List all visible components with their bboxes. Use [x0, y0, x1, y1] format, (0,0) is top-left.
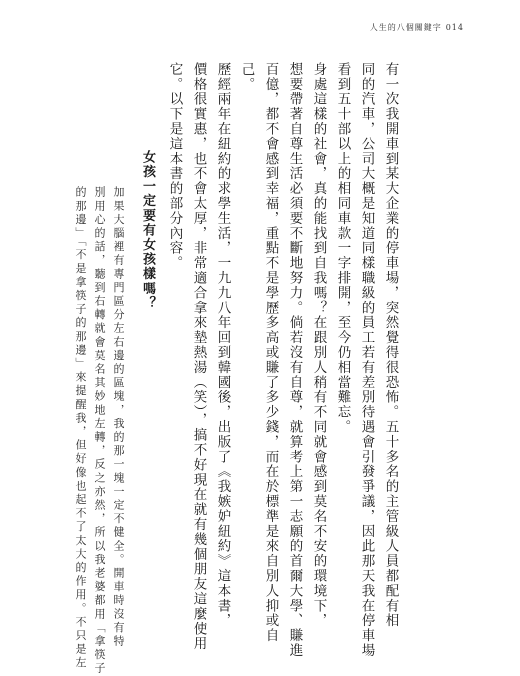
body-column: 百億，都不會感到幸福，重點不是學歷多高或賺了多少錢，而在於標準是來自別人抑或自: [262, 62, 279, 644]
body-column: 看到五十部以上的相同車款一字排開，至今仍相當難忘。: [334, 62, 351, 435]
body-column: 想要帶著自尊生活必須要不斷地努力。倘若沒有自尊，就算考上第一志願的首爾大學、賺進: [286, 62, 303, 658]
body-column: 身處這樣的社會，真的能找到自我嗎？在跟別人稍有不同就會感到莫名不安的環境下，: [310, 62, 327, 629]
body-column: 有一次我開車到某大企業的停車場，突然覺得很恐怖。五十多名的主管級人員都配有相: [382, 62, 399, 629]
quote-column: 別用心的話，聽到右轉就會莫名其妙地左轉，反之亦然，所以我老婆都用「拿筷子: [93, 186, 106, 676]
quote-column: 加果大腦裡有專門區分左右邊的區塊，我的那一塊一定不健全。開車時沒有特: [112, 186, 125, 649]
section-heading: 女孩一定要有女孩樣嗎？: [140, 150, 155, 311]
book-title: 人生的八個關鍵字: [369, 23, 442, 32]
running-header: [370, 22, 464, 33]
body-column: 歷經兩年在紐約的求學生活，一九九八年回到韓國後，出版了《我嫉妒紐約》這本書，: [214, 62, 231, 629]
body-column: 它。以下是這本書的部分內容。: [166, 62, 183, 271]
page-number: 014: [445, 23, 464, 32]
quote-column: 的那邊」「不是拿筷子的那邊」來提醒我，但好像也起不了太大的作用。不只是左: [74, 186, 87, 671]
body-column: 價格很實惠，也不會太厚，非常適合拿來墊熱湯（笑），搞不好現在就有幾個朋友這麼使用: [190, 62, 207, 652]
body-column: 己。: [238, 62, 255, 92]
body-column: 同的汽車，公司大概是知道同樣職級的員工若有差別待遇會引發爭議，因此那天我在停車場: [358, 62, 375, 658]
